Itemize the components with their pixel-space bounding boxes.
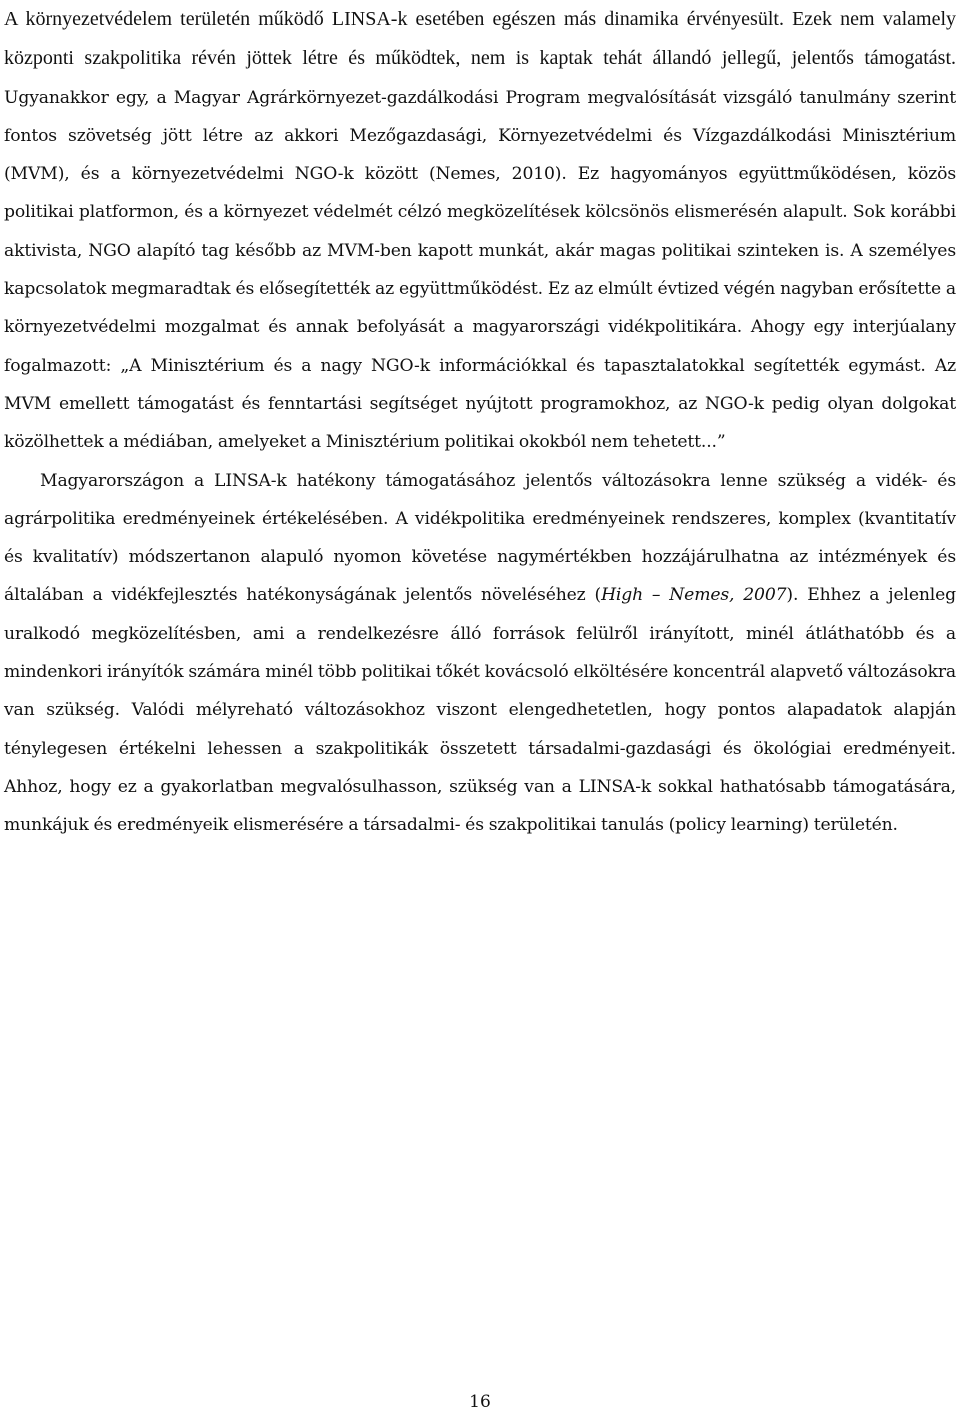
document-page [4,0,956,845]
paragraph-1 [4,0,956,462]
citation-high-nemes: High – Nemes, 2007 [601,585,787,606]
paragraph-1-intro: A környezetvédelem területén működő LINSA-k esetében egészen más dinamika érvényesült. Ezek nem valamely központi szakpolitika révén jöttek létre és működtek, nem is kaptak tehát állandó jellegű, jelentős támogatást. [4,8,956,70]
paragraph-2-part1: Magyarországon a LINSA-k hatékony támogatásához jelentős változásokra lenne szükség a vidék- és agrárpolitika eredményeinek értékelésében. A vidékpolitika eredményeinek rendszeres, komplex (kvantitatív és kvalitatív) módszertanon alapuló nyomon követése nagymértékben hozzájárulhatna az intézmények és általában a vidékfejlesztés hatékonyságának jelentős növeléséhez ( [4,470,956,606]
paragraph-1-body: Ugyanakkor egy, a Magyar Agrárkörnyezet-gazdálkodási Program megvalósítását vizsgáló tanulmány szerint fontos szövetség jött létre az akkori Mezőgazdasági, Környezetvédelmi és Vízgazdálkodási Minisztérium (MVM), és a környezetvédelmi NGO-k között (Nemes, 2010). Ez hagyományos együttműködésen, közös politikai platformon, és a környezet védelmét célzó megközelítések kölcsönös elismerésén alapult. Sok korábbi aktivista, NGO alapító tag később az MVM-ben kapott munkát, akár magas politikai szinteken is. A személyes kapcsolatok megmaradtak és elősegítették az együttműködést. Ez az elmúlt évtized végén nagyban erősítette a környezetvédelmi mozgalmat és annak befolyását a magyarországi vidékpolitikára. Ahogy egy interjúalany fogalmazott: „A Minisztérium és a nagy NGO-k információkkal és tapasztalatokkal segítették egymást. Az MVM emellett támogatást és fenntartási segítséget nyújtott programokhoz, az NGO-k pedig olyan dolgokat közölhettek a médiában, amelyeket a Minisztérium politikai okokból nem tehetett...” [4,87,956,453]
paragraph-2-part2: ). Ehhez a jelenleg uralkodó megközelítésben, ami a rendelkezésre álló források felülről irányított, minél átláthatóbb és a mindenkori irányítók számára minél több politikai tőkét kovácsoló elköltésére koncentrál alapvető változásokra van szükség. Valódi mélyreható változásokhoz viszont elengedhetetlen, hogy pontos alapadatok alapján ténylegesen értékelni lehessen a szakpolitikák összetett társadalmi-gazdasági és ökológiai eredményeit. Ahhoz, hogy ez a gyakorlatban megvalósulhasson, szükség van a LINSA-k sokkal hathatósabb támogatására, munkájuk és eredményeik elismerésére a társadalmi- és szakpolitikai tanulás (policy learning) területén. [4,585,957,836]
page-number: 16 [469,1392,491,1412]
paragraph-2 [4,462,956,845]
